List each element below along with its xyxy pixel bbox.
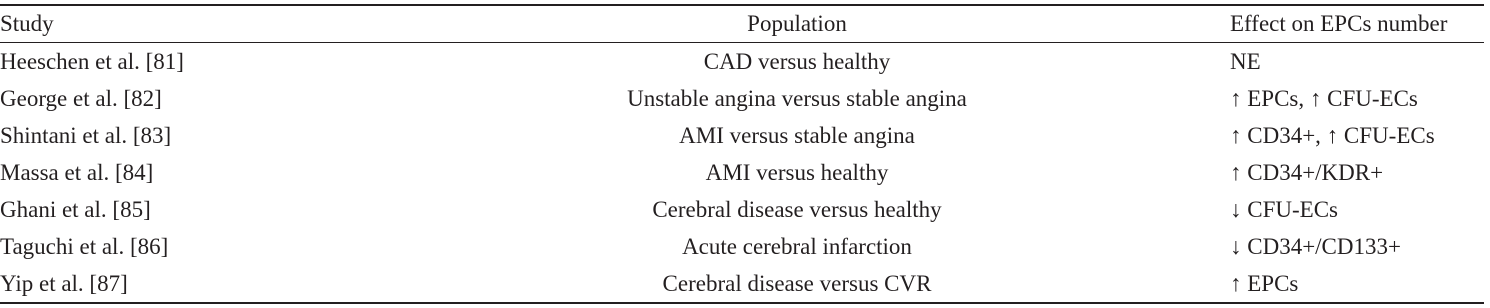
- header-effect: Effect on EPCs number: [1230, 11, 1448, 36]
- cell-population: AMI versus stable angina: [679, 122, 915, 148]
- table-row: [0, 117, 1484, 154]
- table-row: [0, 80, 1484, 117]
- table-row: [0, 191, 1484, 228]
- table-row: [0, 154, 1484, 191]
- header-study: Study: [0, 11, 54, 36]
- table-row: [0, 228, 1484, 265]
- table-row: [0, 43, 1484, 81]
- cell-study: Ghani et al. [85]: [0, 196, 151, 222]
- table-row: [0, 265, 1484, 303]
- cell-effect: ↑ EPCs, ↑ CFU-ECs: [1230, 85, 1418, 111]
- cell-study: George et al. [82]: [0, 85, 162, 111]
- cell-study: Shintani et al. [83]: [0, 122, 172, 148]
- cell-effect: NE: [1230, 48, 1261, 74]
- cell-population: CAD versus healthy: [703, 48, 891, 74]
- epc-studies-table: [0, 4, 1484, 304]
- cell-effect: ↓ CD34+/CD133+: [1230, 233, 1401, 259]
- cell-population: Cerebral disease versus CVR: [662, 270, 932, 296]
- cell-effect: ↓ CFU-ECs: [1230, 196, 1338, 222]
- header-row: [0, 5, 1484, 43]
- cell-population: AMI versus healthy: [705, 159, 889, 185]
- cell-effect: ↑ CD34+, ↑ CFU-ECs: [1230, 122, 1435, 148]
- cell-study: Massa et al. [84]: [0, 159, 154, 185]
- cell-study: Heeschen et al. [81]: [0, 48, 184, 74]
- cell-study: Taguchi et al. [86]: [0, 233, 169, 259]
- cell-effect: ↑ CD34+/KDR+: [1230, 159, 1384, 185]
- cell-population: Cerebral disease versus healthy: [652, 196, 942, 222]
- cell-study: Yip et al. [87]: [0, 270, 128, 296]
- table-header: [0, 5, 1484, 43]
- data-table-container: [0, 4, 1484, 304]
- cell-population: Acute cerebral infarction: [682, 233, 912, 259]
- header-population: Population: [747, 11, 847, 36]
- table-body: [0, 43, 1484, 304]
- cell-effect: ↑ EPCs: [1230, 270, 1299, 296]
- cell-population: Unstable angina versus stable angina: [627, 85, 967, 111]
